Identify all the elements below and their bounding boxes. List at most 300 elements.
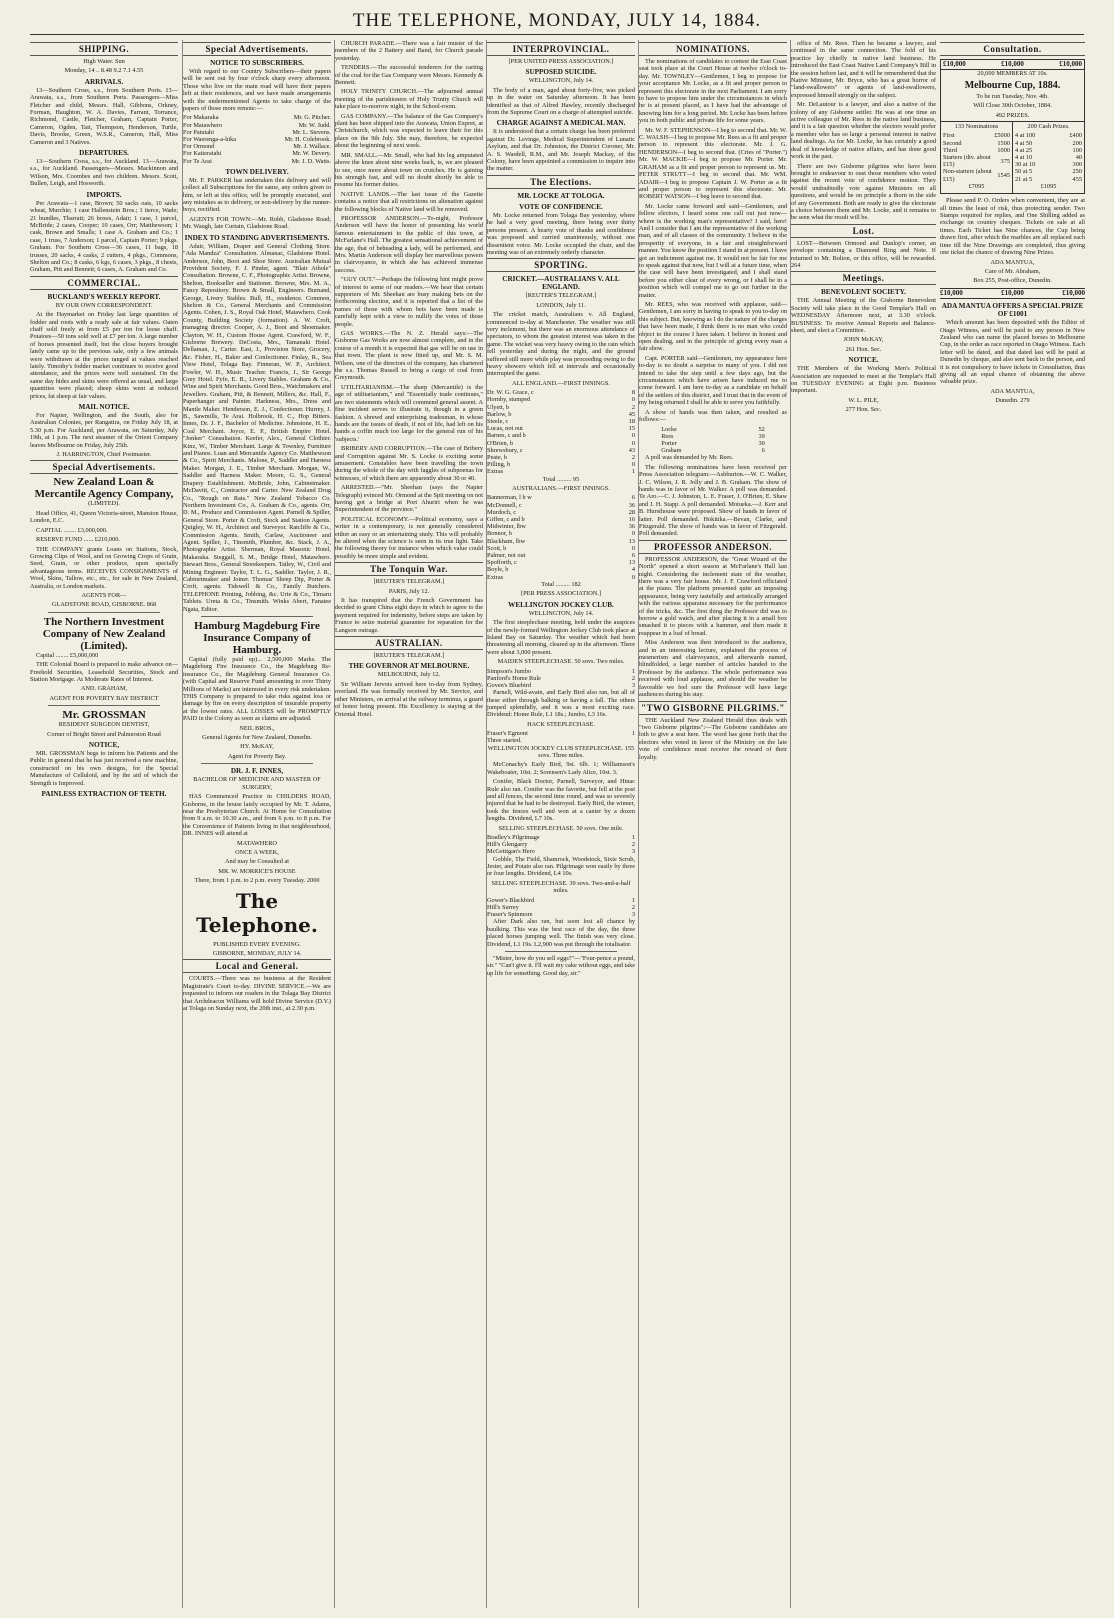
grossman-notice-heading: NOTICE, <box>88 741 120 749</box>
meetings-heading: Meetings. <box>791 271 936 285</box>
table-row <box>487 552 635 559</box>
benevolent-heading: BENEVOLENT SOCIETY. <box>821 288 906 297</box>
row-label: Bonnor, b <box>487 530 512 538</box>
lottery-total-left: £7095 <box>968 182 985 190</box>
table-row <box>943 147 1010 154</box>
suicide-text: The body of a man, aged about forty-five, was picked up in the water on Saturday afternoon. It has been identified as that of Alfred Hawley, recently discharged from the Supreme Court on a charge of attempted suicide. <box>487 86 635 117</box>
lottery-top-amount: £10,000 <box>1001 60 1024 68</box>
agent-name: Mr. L. Stevens. <box>292 128 331 136</box>
lottery-signature-3: Box 255, Post-office, Dunedin. <box>973 277 1052 285</box>
church-parade-text: CHURCH PARADE.—There was a fair muster of the members of the 2 Battery and Band, for Church parade yesterday. <box>335 40 483 62</box>
innes-place: MATAWHERO <box>237 839 277 847</box>
column-1 <box>30 40 178 1608</box>
gas-works-text: GAS WORKS.—The N. Z. Herald says:—The Gisborne Gas Works are now almost complete, and in the course of a month it is expected that gas will be on use in that town. The plant is now fitted up, and Mr. S. M. Wilson, one of the directors of the company, has chartered the s.s. Thomas Russell to bring a cargo of coal from Greymouth. <box>335 330 483 382</box>
row-value: 4 <box>631 566 635 574</box>
row-label: Steele, c <box>487 418 509 425</box>
row-value: 100 <box>1072 146 1082 154</box>
row-value: 1000 <box>997 146 1010 154</box>
interprovincial-source: [PER UNITED PRESS ASSOCIATION.] <box>508 58 614 65</box>
row-value: 0 <box>631 432 635 440</box>
row-value <box>624 737 635 744</box>
agents-table <box>183 114 331 164</box>
row-value: 0 <box>631 439 635 447</box>
benevolent-signature: JOHN McKAY, <box>843 336 884 344</box>
hack-heading: HACK STEEPLECHASE. <box>527 720 595 728</box>
innes-frequency: ONCE A WEEK, <box>235 848 279 856</box>
local-general-heading: Local and General. <box>183 959 331 973</box>
cricket-heading: CRICKET.—AUSTRALIANS V. ALL ENGLAND. <box>502 275 620 292</box>
agent-name: Mr. J. Wallace. <box>293 143 331 151</box>
divider <box>201 616 313 617</box>
row-label: 21 at 5 <box>1015 175 1033 183</box>
row-value: 13 <box>628 559 635 567</box>
lottery-signature: ADA MANTUA, <box>990 258 1035 266</box>
agent-place: For Matawhero <box>183 121 222 129</box>
hack-results <box>487 730 635 744</box>
agent-name: Mr. H. Colebrook. <box>284 136 331 144</box>
table-row <box>1015 154 1082 161</box>
row-value: 3 <box>631 681 635 689</box>
mail-notice-signature: J. HARRINGTON, Chief Postmaster. <box>56 451 152 459</box>
commercial-byline: BY OUR OWN CORRESPONDENT. <box>55 301 153 309</box>
nzloan-signature: GLADSTONE ROAD, GISBORNE. 868 <box>51 601 157 609</box>
column-6 <box>790 40 1085 1608</box>
imports-heading: IMPORTS. <box>86 190 122 199</box>
row-value: 3 <box>631 848 635 856</box>
hamburg-signature-2: General Agents for New Zealand, Dunedin. <box>202 734 312 742</box>
lottery-cash-prizes: 209 Cash Prizes. <box>1027 123 1070 131</box>
governor-dateline: MELBOURNE, July 12. <box>377 671 441 679</box>
notice-signature-2: 277 Hon. Sec. <box>845 406 882 414</box>
selling2-text: After Dark also ran, but soon lost all chance by baulking. This was the best race of the day, the three placed horses jumping well. The finish was very close. Dividend, L1 19s. L2,900 was put through the totalisator. <box>487 918 635 948</box>
australia-scorecard <box>487 494 635 580</box>
maiden-text: Parnell, Wild-avain, and Early Bird also ran, but all of these either through balking or having a fall. The others jumped splendidly, and it was a most exciting race. Dividend: Home Rule, L1 18s.; Jumbo, L3 16s. <box>487 689 635 719</box>
selling2-results <box>487 897 635 919</box>
arrested-text: ARRESTED.—"Mr. Sheehan (says the Napier Telegraph) evinced Mr. Ormond at the Spit meeting on not having got a bridge at Port Ahuriri when he was Superintendent of the province." <box>335 484 483 514</box>
pilgrims-text: THE Auckland New Zealand Herald thus deals with "two Gisborne pilgrims":—The Gisborne candidates are loth to give a seat here. The word has gone forth that the electors who voted in favor of the Ministry on the late vote of confidence must receive the reward of their loyalty. <box>639 716 787 761</box>
departures-heading: DEPARTURES. <box>79 149 129 158</box>
grossman-subtitle: RESIDENT SURGEON DENTIST, <box>58 721 150 729</box>
row-value: 250 <box>1072 168 1082 176</box>
row-value: 8 <box>631 389 635 397</box>
pilgrims-continued-2: Mr. DeLautour is a lawyer, and also a native of the colony of any Gisborne settler. He was at one time an active colleague of Mr. Rees in the native land business, and it is a fair question whether the electors would prefer a member who has so large a personal interest in native land dealings. As for Mr. Locke, he has certainly a good deal of knowledge of native affairs, and has done good work in the past. <box>791 101 936 161</box>
agent-place: For Kaiteratahi <box>183 150 222 158</box>
confidence-text: Mr. Locke returned from Tolaga Bay yesterday, where he had a very good meeting, there being over thirty persons present. A hearty vote of thanks and confidence was proposed and carried unanimously, without one dissentient voice. Mr. Locke occupied the chair, and the meeting was of an extremely orderly character. <box>487 211 635 256</box>
row-label: Goven's Bluebird <box>487 681 531 689</box>
divider <box>505 951 617 952</box>
table-row <box>487 566 635 573</box>
row-label: 4 at 10 <box>1015 154 1033 162</box>
row-label: Gower's Blackbird <box>487 896 535 904</box>
row-label: Lucas, not out <box>487 425 523 433</box>
row-label: Locke <box>661 425 677 433</box>
pilgrims-heading: "TWO GISBORNE PILGRIMS." <box>639 701 787 715</box>
row-label: Barlow, b <box>487 410 512 418</box>
table-row <box>487 545 635 552</box>
political-economy-text: POLITICAL ECONOMY.—Political economy, says a writer in a contemporary, is not generally considered either an easy or an entertaining study. This will probably be altered when the science is seen in its true light. Take the following theory for instance when which value could possibly be more simple and evident. <box>335 515 483 560</box>
row-label: Bannerman, l b w <box>487 494 532 502</box>
lottery-top-amount: £10,000 <box>1059 60 1082 68</box>
confidence-heading: VOTE OF CONFIDENCE. <box>519 202 603 211</box>
professor-heading: PROFESSOR ANDERSON. <box>639 540 787 554</box>
table-row <box>943 168 1010 182</box>
wjc2-text: Conifer, Black Doctor, Parnell, Surveyor, and Hinac Rule also ran. Conifer was the favorite, but fell at the post and all fences, the second time round, and was so severely injured that he had to be destroyed. Early Bird, the winner, took the fences well and won at a canter by a dozen lengths. Dividend, L7 10s. <box>487 778 635 823</box>
lottery-total-right: £1095 <box>1040 182 1057 190</box>
quip-text: "Mister, how do you sell eggs?"—"Four-pence a pound, sir." "Can't give it. I'll wait my cake without eggs, and take up life for something. Good day, sir." <box>487 954 635 977</box>
hamburg-text: Capital (fully paid up)... 2,500,000 Marks. The Magdeburg Fire Insurance Co., the Magdeburg Re-insurance Co., the Magdeburg General Insurance Co. (with Capital and Reserve Fund amounting to over Thirty Millions of Marks) are interested in every risk undertaken. THIS Company is prepared to take risks against loss or damage by fire on every description of insurable property at the lowest rates. ALL LOSSES will be PROMPTLY PAID in the Colony as soon as claims are adjusted. <box>183 656 331 723</box>
professor-text: PROFESSOR ANDERSON, the "Great Wizard of the North" opened a short season at McFarlane's Hall last night. Considering the inclement state of the weather, there was a very fair house. Mr. J. F. Crawford officiated at the piano. The platform presented quite an imposing appearance, being very tastefully and artistically arranged with the various apparatus necessary for the performance of the tricks, &c. The first thing the Professor did was to borrow a gold watch, and after placing it in a small box smashed it to pieces with a hammer, and then made it reappear in a loaf of bread. <box>639 555 787 637</box>
table-row <box>1015 132 1082 139</box>
divider <box>201 763 313 764</box>
pilgrims-continued: office of Mr. Rees. Then he became a lawyer, and continued in the same connection. The fold of his practice lay chiefly in native land business. He introduced the East Coast Native Land Company's Bill in the session before last, and it will be remembered that the Native Minister, Mr. Bryce, who has a great horror of "land-swallowers" or agents of land-swallowers, expressed himself strongly on the subject. <box>791 40 936 99</box>
column-4 <box>486 40 635 1608</box>
agent-place: For Te Arai <box>183 157 212 165</box>
row-label: 50 at 5 <box>1015 168 1033 176</box>
row-value: 6 <box>761 447 765 455</box>
northern-title: The Northern Investment Company of New Zealand (Limited). <box>42 615 166 652</box>
table-row <box>1015 140 1082 147</box>
agent-place: For Makaraka <box>183 114 219 122</box>
table-row <box>487 538 635 545</box>
row-value: 40 <box>1075 154 1082 162</box>
row-value: 15 <box>628 425 635 433</box>
mr-small-text: MR. SMALL.—Mr. Small, who had his leg amputated above the knee about nine weeks back, is, we are pleased to see, once more about town on crutches. He is gaining his strength fast, and will no doubt shortly be able to resume his former duties. <box>335 151 483 189</box>
australia-innings-heading: AUSTRALIANS.—FIRST INNINGS. <box>512 485 610 493</box>
row-label: Barnes, c and b <box>487 432 526 440</box>
cricket-source: [REUTER'S TELEGRAM.] <box>525 292 597 300</box>
row-label: Ulyett, b <box>487 403 510 411</box>
table-row <box>487 440 635 447</box>
commercial-text: At the Haymarket on Friday last large quantities of fodder and roots with a ready sale at fair values. Oaten chaff sold freely at from £5 per ton for loose chaff. Potatoes—50 tons sold well at £7 per ton. A large number of horses presented itself, but the close buyers brought lately came up to the previous sale, only a few animals were withdrawn at the prices ranged at values reached lately. Timothy's fodder market continues to receive good attendance, and the prices were well sustained. On the same day hides and skins were offered as usual, and large quantities were placed; sheep skins went at reduced prices, fat sheep at fair values. <box>30 311 178 400</box>
table-row <box>487 494 635 501</box>
holy-trinity-text: HOLY TRINITY CHURCH.—The adjourned annual meeting of the parishioners of Holy Trinity Church will take place to-morrow night, in the School-room. <box>335 88 483 111</box>
maiden-heading: MAIDEN STEEPLECHASE. 50 sovs. Two miles. <box>497 658 625 666</box>
lottery-left-table <box>943 132 1010 182</box>
row-value: 13 <box>628 537 635 545</box>
table-row <box>487 730 635 737</box>
row-label: Extras <box>487 468 504 476</box>
row-label: Three started. <box>487 737 522 745</box>
row-label: 4 at 25 <box>1015 146 1033 154</box>
commercial-subheading: BUCKLAND'S WEEKLY REPORT. <box>47 292 161 301</box>
column-3 <box>334 40 483 1608</box>
selling2-heading: SELLING STEEPLECHASE. 39 sovs. Two-and-a-half miles. <box>491 879 631 895</box>
agent-name: Mr. J. D. Watts. <box>291 157 331 165</box>
agent-name: Mr. W. Judd. <box>298 121 331 129</box>
table-row <box>487 848 635 855</box>
tonquin-heading: The Tonquin War. <box>335 562 483 576</box>
lottery-prizes: 492 PRIZES. <box>995 111 1030 119</box>
innes-text: HAS Commenced Practice in CHILDERS ROAD, Gisborne, in the house lately occupied by Mr. T. Adams, near the Presbyterian Church. At Home for Consultation from 9 a.m. to 10.30 a.m., and from 6 p.m. to 8 p.m. For the Convenience of Patients living in that neighbourhood, DR. INNES will attend at <box>183 793 331 838</box>
agent-place: For Waerenga-a-hika <box>183 136 237 144</box>
lottery-run-date: To be run Tuesday, Nov. 4th. <box>976 92 1049 100</box>
professor-anderson-text: PROFESSOR ANDERSON.—To-night, Professor Anderson will have the honor of presenting his world famous entertainment to the public of this town, at McFarlane's Hall. The greatest sensational achievement of the age, that of beheading a lady, will be performed, and Mrs. Martin Anderson will display her marvellous powers in clairvoyance, in which she has achieved immense success. <box>335 214 483 274</box>
table-row <box>487 675 635 682</box>
nominations-text-3: Mr. Locke came forward and said—Gentlemen, and fellow electors, I heard some one call out just now—where is the working man's representative? I said, here! And I consider that I am the representative of the working man, and of all classes of the community. I believe in the prosperity of everyone, in a fair and straightforward manner. You know the position I stand in at present. I have got an indictment against me. It would not be fair for me to speak against that now, but I will at a future time, when the case will have been investigated, and I shall stand before you either clear of every wrong, or I shall be in a position which will compel me to go out further in the matter. <box>639 202 787 299</box>
masthead-rule <box>30 34 1084 35</box>
row-label: Giffen, c and b <box>487 516 525 524</box>
innes-title: DR. J. F. INNES, <box>230 767 284 776</box>
row-value: 1 <box>631 834 635 842</box>
row-label: O'Brien, b <box>487 439 513 447</box>
innes-house: MR. W. MORRICE'S HOUSE <box>218 867 296 875</box>
row-value: £5000 <box>994 132 1010 140</box>
row-label: Dr. W. G. Grace, c <box>487 389 534 397</box>
show-of-hands-text: A show of hands was then taken, and resulted as follows:— <box>639 408 787 424</box>
hamburg-signature: NEIL BROS., <box>239 724 275 732</box>
masthead <box>0 0 1114 34</box>
row-value: 43 <box>628 446 635 454</box>
row-label: Panford's Home Rule <box>487 674 541 682</box>
row-label: 4 at 100 <box>1015 132 1036 140</box>
selling-results <box>487 834 635 856</box>
row-value: 2 <box>631 841 635 849</box>
row-label: McDonnell, c <box>487 501 522 509</box>
table-row <box>487 468 635 475</box>
table-row <box>661 440 765 447</box>
row-label: Porter <box>661 439 677 447</box>
table-row <box>1015 161 1082 168</box>
lottery-bottom-amount: £10,000 <box>940 288 963 297</box>
row-value: 36 <box>628 501 635 509</box>
row-value: 52 <box>758 425 765 433</box>
table-row <box>943 140 1010 147</box>
lost-text: LOST—Between Ormond and Dunlop's corner, an envelope containing a Diamond Ring and Note. If returned to Mr. Bolton, or this office, will be rewarded. 264 <box>791 239 936 269</box>
cricket-text: The cricket match, Australians v. All England, commenced to-day at Manchester. The weather was still very inclement, but there was an enormous attendance of spectators, to whom the greatest interest was taken in the game. The wicket was very heavy owing to the rain which fell yesterday and during the night, and the ground suffered still more while play was proceeding owing to the heavy showers which fell at intervals and occasionally interrupted the game. <box>487 311 635 378</box>
row-label: Midwinter, lbw <box>487 523 526 531</box>
subscribers-notice-heading: NOTICE TO SUBSCRIBERS. <box>210 59 304 67</box>
row-label: Non-starters (about £15) <box>943 168 992 183</box>
index-heading: INDEX TO STANDING ADVERTISEMENTS. <box>184 233 330 242</box>
row-value: 455 <box>1072 175 1082 183</box>
shipping-heading: SHIPPING. <box>30 42 178 56</box>
notice-text: THE Members of the Working Men's Political Association are requested to meet at the Templar's Hall on TUESDAY EVENING at Eight p.m. Business important. <box>791 365 936 395</box>
index-text: Adair, William, Draper and General Clothing Store. "Ada Mandza" Consultation. Almanac, Gladstone Hotel. Anderson, John, Boot and Shoe Store. Australian Mutual Provident Society, F. J. Pinder, agent. "Blair Athole" Consultation. Browne, C. F., Photographic Artist. Browne, Shelton, Bookseller and Stationer. Browne, Mrs. M. A., Fancy Repository. Brown & Small, Engineers. Burnand, George, Livery Stables. Bull, H., residence. Common, Shelton & Co., General Merchants and Commission Agents. Cohen, J. S., Royal Oak Hotel, Matawhero. Cook County, Building Society (formation). A. W. Croft, managing director. Cooper, A. J., Boot and Shoemaker. Clayton, W. H., Custom House Agent. Crawford, W. F., Gisborne Brewery. DeCosta, Mrs., Tamanaki Hotel. Dellaman, J., Carter. East, J., Provision Store, Grocery, &c. Fisher, H., Baker and Confectioner. Finlay, R., Sea View Hotel, Tolaga Bay. Finneran, W. P., Architect. Fowler, W. H., Music Teacher. Francis, J., Sir George Grey Hotel. Fyfe, E. B., Livery Stables. Graham & Co., Wine and Spirit Merchants. Good Bros., Watchmakers and Jewellers. Graham, Pitt, & Bennett, Millers, &c. Hall, F., Paperhanger and Painter. Harkness, Mrs., Dress and Mantle Maker. Henderson, E. J., Confectioner. Hurrey, J. B., Sawmills, Te Arai. Holbrook, H. C., Hop Bitters. Innes, Dr. J. F., Bachelor of Medicine. Johnstone, H. E., Coal Merchant. Joyce, E. P., British Empire Hotel. "Jonker" Consultation. Keefer, Alex., General Clothier. Kinz, W., Timber Merchant. Large & Townley, Furniture and Pianos. Loan and Mercantile Agency Co. Matthewson & Co., Spirit Merchants. Malone, P., Saddler and Harness Maker. Morgan, J. E., Timber Merchant. Morgan, W., Saddler and Harness Maker. Moore, G. S., General Drapery Establishment. McBride, John, Cabinetmaker. McDavitt, C., Contractor and Carter. New Zealand Drug Co., "Rough on Rats." New Zealand Tobacco Co. Northern Investment Co., A. Graham & Co., agents. Orr, D. M., Produce and Commission Agent. Parnell & Spiller, General Store. Porter & Croft, Stock and Station Agents. Quigley, W. H., Architect and Surveyor. Ratcliffe & Co., Commission Agents. Smith, Carlaw, Auctioneer and Agent. Spiller, J., Tinsmith, Plumber, &c. Stack, J. A., Photographic Artist. Sherman, Royal Masonic Hotel, Makaraka. Steggall, S. M., Bridge Hotel, Matawhero. Stewart Bros., General Storekeepers. Tatley, W., Civil and Mining Engineer. Taylor, T. L. G., Saddler. Taylor, J. R., Cabinetmaker and Joiner. Thomas' Sheep Dip, Porter & Croft, agents. Tidswell & Co., Family Butchers. TELEPHONE Printing, Jobbing, &c. Urie & Co., Timaru Tablets. Ureta & Co., Tinsmith. Winks Abert, Fanatee Ngata, Editor. <box>183 242 331 613</box>
row-value: 2 <box>631 903 635 911</box>
england-scorecard <box>487 389 635 475</box>
governor-text: Sir William Jervois arrived here to-day from Sydney, overland. He was formally received by Mr. Service, and other Ministers, on arrival at the railway terminus, a guard of honor being present. His Excellency is staying at the Oriental Hotel. <box>335 680 483 718</box>
row-label: Palmer, not out <box>487 552 526 560</box>
tide-row: Monday, 14 .. 8.48 9.2 7.1 4.55 <box>64 67 144 75</box>
table-row <box>487 559 635 566</box>
lottery-top-row <box>941 60 1084 70</box>
table-row <box>487 461 635 468</box>
benevolent-signature-2: 261 Hon. Sec. <box>845 345 882 353</box>
tenders-text: TENDERS.—The successful tenderers for the carting of the coal for the Gas Company were Messrs. Kennedy & Bennett. <box>335 64 483 87</box>
innes-consult: And may be Consulted at <box>224 858 289 866</box>
suicide-heading: SUPPOSED SUICIDE. <box>525 68 597 77</box>
cricket-dateline: LONDON, July 11. <box>536 301 586 309</box>
table-row <box>487 396 635 403</box>
hamburg-signature-4: Agent for Poverty Bay. <box>227 752 287 760</box>
table-row <box>1015 147 1082 154</box>
benevolent-text: THE Annual Meeting of the Gisborne Benevolent Society will take place in the Good Templar's Hall on WEDNESDAY Afternoon next, at 3.30 o'clock. BUSINESS: To receive Annual Reports and Balance-sheet, and elect a Committee. <box>791 297 936 334</box>
ada-heading: ADA MANTUA OFFERS A SPECIAL PRIZE OF £1001 <box>941 302 1084 319</box>
nzloan-agents: AGENTS FOR— <box>81 591 127 599</box>
lottery-signature-2: Care of Mr. Abraham, <box>984 267 1041 275</box>
special-ads-heading: Special Advertisements. <box>30 460 178 474</box>
newspaper-nameplate: The Telephone. <box>196 888 318 937</box>
other-nominations-text: The following nominations have been received per Press Association telegram:—Ashburton.—W. C. Walker, J. C. Wilson, J. R. Jolly and J. B. Graham. The show of hands was in favor of Mr. Walker. A poll was demanded. Te Aro.—C. J. Johnston, L. E. Fraser, J. O'Brien, E. Shaw and J. H. Stapp. A poll demanded. Motueka.—J. Kerr and B. Hursthouse were proposed. Show of hands in favor of latter. Poll demanded. Hokitika.—Bevan, Clarke, and Fitzgerald. The show of hands was in favor of Fitzgerald. Poll demanded. <box>639 463 787 538</box>
row-value: 28 <box>628 508 635 516</box>
table-row <box>487 404 635 411</box>
lottery-right-table <box>1015 132 1082 182</box>
arrivals-text: 13—Southern Cross, s.s., from Southern Ports. 13—Arawata, s.s., from Southern Ports. Passengers—Miss Fletcher and child, Messrs. Hall, Gibbons, Orkney, Forman, Haughton, W. A. Davies, Farrant, Torrance, Richmond, Castle, Fletcher, Graham, Captain Porter, Cameron, Ogden, Tait, Thompson, Henderson, Turtle, Davis, Brooke, Green, W.S.R., Cameron, Hall, Miss Cameron and 3 Natives. <box>30 86 178 146</box>
lottery-prize-left <box>941 122 1012 193</box>
column-5 <box>638 40 787 1608</box>
wjc-source: [PER PRESS ASSOCIATION.] <box>521 590 601 598</box>
town-delivery-heading: TOWN DELIVERY. <box>225 167 289 176</box>
imports-text: Per Arawata—1 case, Brown; 50 sacks oats, 10 sacks wheat, Murchie; 1 case Hallenstein Bros.; 1 tierce, Wade; 21 bundles, Tharratt; 26 boxes, Adair; 1 case, 1 parcel, McBride; 2 cases, Cooper; 10 cases, Orr; Matthewson; 1 cask, Brown and Smalls; 1 case A. Graham and Co.; 1 case, 1 truss, 7 Anderson; 1 parcel, Captain Porter; 9 pkgs. Graham. For Southern Cross—36 cases, 11 bags, 18 trusses, 20 sacks, 4 casks, 2 cutters, 4 pkgs., Commons, Shelton and Co.; 8 casks, 6 kgs, 6 cases, 3 pkgs., 8 chests, Graham, Pitt and Bennett; 6 cases, A. Graham and Co. <box>30 199 178 274</box>
northern-capital: Capital ........ £5,000,000 <box>36 651 99 659</box>
gas-company-text: GAS COMPANY.—The balance of the Gas Company's plant has been shipped into the Arawata, Union Export, at Christchurch, which was expected to leave their for this place on the 9th July. She may, therefore, be expected about the beginning of next week. <box>335 112 483 150</box>
table-row <box>487 911 635 918</box>
column-2 <box>182 40 331 1608</box>
guy-out-text: "GUY OUT."—Perhaps the following hint might prove of interest to some of our readers.—We hear that certain supporters of Mr. Sheehan are busy making bets on the forthcoming election, and it is reported that a list of the names of those with whom bets have been made is carefully kept with a view to nullify the votes of those people. <box>335 276 483 328</box>
bribery-text: BRIBERY AND CORRUPTION.—The case of Bribery and Corruption against Mr. S. Locke is exciting some amusement. Constables have been travelling the town during the whole of the day with faggles of subpoenas for witnesses, of which there are apparently about 30 or 40. <box>335 445 483 482</box>
row-value: 1 <box>631 667 635 675</box>
nominations-text-5: Capt. PORTER said—Gentlemen, my appearance here to-day is no doubt a surprise to many of you. I did not intend to take the step until a few days ago, but the circumstances which have arisen have induced me to come forward. I am here to-day as a candidate on behalf of the settlers of this district, and I trust that in the event of my being returned I shall be able to serve you faithfully. <box>639 354 787 407</box>
locke-heading: MR. LOCKE AT TOLOGA. <box>517 191 605 200</box>
charge-text: It is understood that a certain charge has been preferred against Dr. Levinge, Medical Superintendent of Lunatic Asylum, and that Dr. Johnston, the District Coroner, Mr. A. S. Wardell, R.M., and Mr. Joseph Mackay, of the Colony, have been appointed a commission to inquire into the matter. <box>487 128 635 173</box>
table-row <box>487 668 635 675</box>
england-innings-heading: ALL ENGLAND.—FIRST INNINGS. <box>512 379 610 387</box>
wjc-text: The first steeplechase meeting, held under the auspices of the newly-formed Wellington Jockey Club took place at Island Bay on Saturday. The weather which had been threatening all morning, cleared up in the afternoon. There were about 3,000 present. <box>487 619 635 656</box>
row-label: Murdoch, c <box>487 508 517 516</box>
grossman-text: MR. GROSSMAN begs to inform his Patients and the Public in general that he has just received a new machine, constructed on his own designs, for the Special Manufacture of Celluloid, and by the aid of which the Strength is Improved. <box>30 750 178 787</box>
high-water-header: High Water. Sun <box>83 58 125 65</box>
row-label: Bradley's Pilgrimage <box>487 834 540 842</box>
lottery-bottom-row <box>940 288 1085 299</box>
grossman-title: Mr. GROSSMAN <box>62 709 146 722</box>
row-label: Peate, b <box>487 454 507 462</box>
row-label: Extras <box>487 573 504 581</box>
row-value: 30 <box>758 439 765 447</box>
table-row <box>487 904 635 911</box>
row-label: Hill's Surrey <box>487 903 519 911</box>
lottery-bottom-amount: £10,000 <box>1001 288 1024 297</box>
nzloan-reserve: RESERVE FUND ...... £210,000. <box>36 536 120 544</box>
row-label: Rees <box>661 432 674 440</box>
row-value: 2 <box>631 674 635 682</box>
utilitarianism-text: UTILITARIANISM.—The sharp (Mercantile) is the age of utilitarianism," and "Essentially trade continues," are two statements which will commend general assent. A fine incident serves to illustrate it, though in a green fashion. A shrewd and enterprising tradesman, in whose hands are the issues of death, if not of life, had left on his hands a coffin much too large for the general run of his 'subjects.' <box>335 383 483 443</box>
table-row <box>1015 176 1082 183</box>
nzloan-text: THE COMPANY grants Loans on Stations, Stock, Growing Clips of Wool, and on Growing Crops of Grain, Seed, Grain, or other produce, upon specially advantageous terms. RECEIVES CONSIGNMENTS of Wool, Skins, Tallow, etc., etc., for sale in New Zealand, Australia, or London markets. <box>30 545 178 590</box>
nameplate-date: GISBORNE, MONDAY, JULY 14. <box>212 949 302 957</box>
row-value: 0 <box>631 573 635 581</box>
nominations-text: The nominations of candidates to contest the East Coast seat took place at the Court House at twelve o'clock to-day. Mr. TOWNLEY—Gentlemen, I beg to propose for your acceptance Mr. Locke, as a fit and proper person to represent this electorate in the next Parliament. I am sorry to have to propose him under the circumstances in which he is at present placed, as I have had the advantage of knowing him for a long period. Mr. Locke has been before you in both public and private life for some years. <box>639 58 787 125</box>
row-label: Shrewsbury, c <box>487 446 523 454</box>
tonquin-text: It has transpired that the French Government has decided to grant China eight days in which to agree to the payment required for indemnity, before steps are taken by France to seize material guarantee for reparation for the Langson outrage. <box>335 597 483 634</box>
table-row <box>487 389 635 396</box>
table-row <box>183 150 331 157</box>
masthead-title: THE TELEPHONE, MONDAY, JULY 14, 1884. <box>352 10 762 31</box>
row-value: 0 <box>631 544 635 552</box>
row-label: Third <box>943 146 957 154</box>
table-row <box>487 502 635 509</box>
town-agents: AGENTS FOR TOWN:—Mr. Robb, Gladstone Road; Mr. Waugh, late Curtain, Gladstone Road. <box>183 215 331 231</box>
table-row <box>487 447 635 454</box>
australia-total: Total ......... 182 <box>541 580 581 588</box>
northern-agent: AND. GRAHAM, <box>80 685 128 693</box>
grossman-address: Corner of Bright Street and Palmerston Road <box>47 730 161 738</box>
divider <box>48 705 160 706</box>
row-value: £400 <box>1069 132 1082 140</box>
native-lands-text: NATIVE LANDS.—The last issue of the Gazette contains a notice that all restrictions on alienation against the following blocks of Native land will be removed. <box>335 190 483 213</box>
selling-text: Gobble, The Field, Shamrock, Woodstock, Sixie Scrub, Jester, and Potato also ran. Pilgrimage won easily by three or four lengths. Dividend, L4 10s. <box>487 855 635 878</box>
special-ads-heading-2: Special Advertisements. <box>183 42 331 56</box>
wjc2-heading: WELLINGTON JOCKEY CLUB STEEPLECHASE. 155 sovs. Three miles. <box>487 744 635 759</box>
row-value: 45 <box>628 410 635 418</box>
innes-subtitle: BACHELOR OF MEDICINE AND MASTER OF SURGERY, <box>193 776 321 791</box>
nzloan-title: New Zealand Loan & Mercantile Agency Company, <box>34 476 174 501</box>
agent-place: For Patutahi <box>183 128 214 136</box>
table-row <box>183 143 331 150</box>
table-row <box>1015 168 1082 175</box>
table-row <box>183 114 331 121</box>
elections-heading: The Elections. <box>487 175 635 189</box>
table-row <box>183 129 331 136</box>
table-row <box>661 447 765 454</box>
nominations-heading: NOMINATIONS. <box>639 42 787 56</box>
row-value: 1545 <box>997 172 1010 180</box>
table-row <box>661 433 765 440</box>
agent-place: For Ormond <box>183 143 215 151</box>
ada-text: Which amount has been deposited with the Editor of Otago Witness, and will be paid to any person in New Zealand who can name the placed horses in Melbourne Cup, in the order as race reported in Otago Witness. Each letter will be dated, and that dated last will be paid at Dunedin by cheque, and also sent back to the person, and it is not compulsory to have tickets in Consultation, thus giving all an equal chance of obtaining the above valuable prize. <box>940 319 1085 386</box>
row-value: 2 <box>631 403 635 411</box>
nzloan-capital: CAPITAL ........ £3,000,000. <box>36 526 108 534</box>
row-label: Spofforth, c <box>487 559 517 567</box>
table-row <box>487 682 635 689</box>
ada-signature-2: Dunedin. 279 <box>995 397 1030 405</box>
table-row <box>487 516 635 523</box>
row-value: 36 <box>628 523 635 531</box>
maiden-results <box>487 668 635 690</box>
row-value: 1 <box>631 730 635 738</box>
table-row <box>487 509 635 516</box>
lottery-box <box>940 59 1085 194</box>
departures-text: 13—Southern Cross, s.s., for Auckland. 13—Arawata, s.s., for Auckland. Passengers—Messrs. Mackinnon and Wilson, Mrs. Coombes and two children. Messrs. Scott, Bullen, Leigh, and Hosworth. <box>30 158 178 188</box>
row-value: 6 <box>631 552 635 560</box>
consultation-heading: Consultation. <box>940 42 1085 56</box>
lottery-prize-table <box>941 121 1084 193</box>
suicide-dateline: WELLINGTON, July 14. <box>528 77 594 85</box>
row-label: Hill's Glengarry <box>487 841 528 849</box>
row-value: 39 <box>758 432 765 440</box>
lottery-cup: Melbourne Cup, 1884. <box>964 79 1061 91</box>
row-value: 300 <box>1072 161 1082 169</box>
table-row <box>487 834 635 841</box>
row-label: 30 at 10 <box>1015 161 1036 169</box>
row-value: 0 <box>631 396 635 404</box>
tonquin-source: [REUTER'S TELEGRAM.] <box>373 578 445 586</box>
agent-name: Mr. G. Pitcher. <box>293 114 331 122</box>
column-6-right <box>940 40 1085 416</box>
row-label: Fraser's Spinmore <box>487 911 533 919</box>
poll-text: A poll was demanded by Mr. Rees. <box>645 454 734 462</box>
row-label: Boyle, b <box>487 566 509 574</box>
divider <box>48 612 160 613</box>
charge-heading: CHARGE AGAINST A MEDICAL MAN. <box>496 119 626 128</box>
table-row <box>487 574 635 581</box>
table-row <box>487 737 635 744</box>
table-row <box>943 154 1010 168</box>
nzloan-limited: (LIMITED). <box>88 500 120 508</box>
table-row <box>487 841 635 848</box>
wjc2-results: McConachy's Early Bird, 9st. 6lb. 1; Williamson's Wakeboater, 10st. 2; Sorensen's Lady Alice, 10st. 3. <box>487 761 635 776</box>
row-value: 375 <box>1000 157 1010 165</box>
mail-notice-text: For Napier, Wellington, and the South, also for Australian Colonies, per Rangatira, on Friday July 18, at 5.30 p.m. For Auckland, per Arawata, on Saturday, July 19th, at 1 p.m. The next steamer of the Orient Company leaves Melbourne on Friday, July 25th. <box>30 412 178 449</box>
